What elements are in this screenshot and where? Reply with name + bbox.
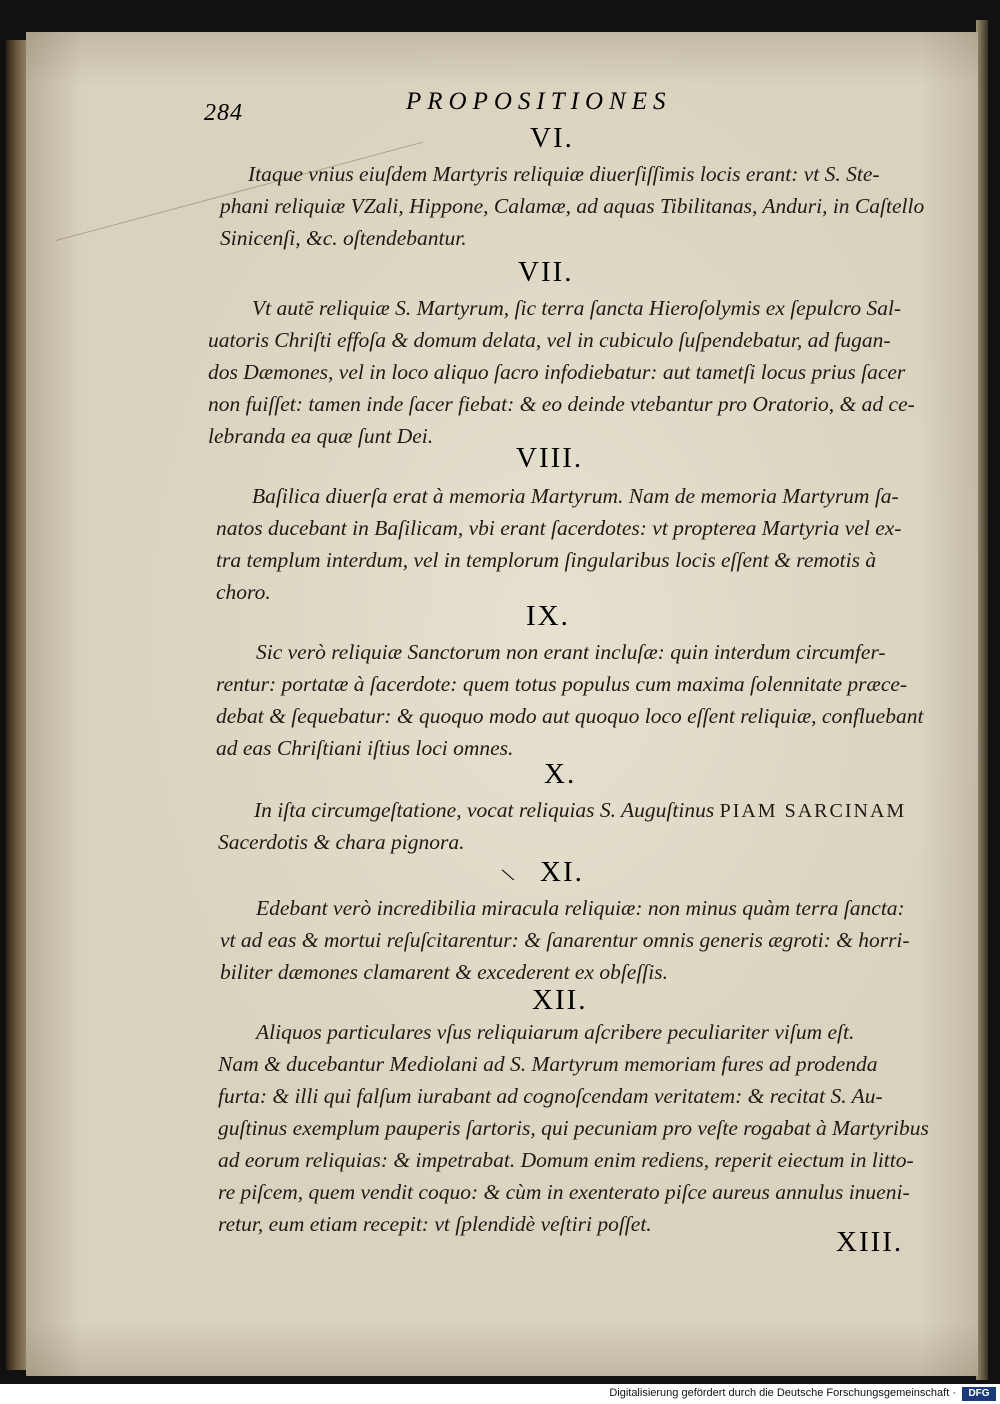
text-line: Sic verò reliquiæ Sanctorum non erant incluſæ: quin interdum circumfer- [256, 640, 886, 664]
text-line: biliter dæmones clamarent & excederent ex obſeſſis. [220, 960, 668, 984]
running-title: PROPOSITIONES [406, 88, 672, 115]
text-line: guſtinus exemplum pauperis ſartoris, qui pecuniam pro veſte rogabat à Martyribus [218, 1116, 929, 1140]
text-line: Itaque vnius eiuſdem Martyris reliquiæ diuerſiſſimis locis erant: vt S. Ste- [248, 162, 880, 186]
section-numeral-xii: XII. [532, 984, 588, 1016]
funding-credit: Digitalisierung gefördert durch die Deutsche Forschungsgemeinschaft · [609, 1387, 956, 1399]
section-numeral-ix: IX. [526, 600, 570, 632]
text-line: ad eorum reliquias: & impetrabat. Domum enim rediens, reperit eiectum in litto- [218, 1148, 914, 1172]
section-numeral-x: X. [544, 758, 577, 790]
text-line: uatoris Chriſti effoſa & domum delata, vel in cubiculo ſuſpendebatur, ad fugan- [208, 328, 891, 352]
text-line: Aliquos particulares vſus reliquiarum aſcribere peculiariter viſum eſt. [256, 1020, 855, 1044]
text-line: phani reliquiæ VZali, Hippone, Calamæ, ad aquas Tibilitanas, Anduri, in Caſtello [220, 194, 925, 218]
section-numeral-vii: VII. [518, 256, 574, 288]
digitization-footer [0, 1384, 1000, 1404]
text-line: Edebant verò incredibilia miracula reliquiæ: non minus quàm terra ſancta: [256, 896, 905, 920]
text-line-part: In iſta circumgeſtatione, vocat reliquias S. Auguſtinus [254, 798, 715, 822]
text-line: Nam & ducebantur Mediolani ad S. Martyrum memoriam fures ad prodenda [218, 1052, 878, 1076]
text-line [254, 798, 906, 823]
section-numeral-xi: XI. [540, 856, 584, 888]
text-line: choro. [216, 580, 271, 604]
text-line: ad eas Chriſtiani iſtius loci omnes. [216, 736, 514, 760]
text-line: tra templum interdum, vel in templorum ſingularibus locis eſſent & remotis à [216, 548, 877, 572]
text-line: furta: & illi qui falſum iurabant ad cognoſcendam veritatem: & recitat S. Au- [218, 1084, 883, 1108]
text-line: Baſilica diuerſa erat à memoria Martyrum. Nam de memoria Martyrum ſa- [252, 484, 899, 508]
text-line: re piſcem, quem vendit coquo: & cùm in exenterato piſce aureus annulus inueni- [218, 1180, 910, 1204]
text-line: lebranda ea quæ ſunt Dei. [208, 424, 434, 448]
text-line: Sinicenſi, &c. oſtendebantur. [220, 226, 467, 250]
text-line: non fuiſſet: tamen inde ſacer fiebat: & eo deinde vtebantur pro Oratorio, & ad ce- [208, 392, 915, 416]
text-line: vt ad eas & mortui reſuſcitarentur: & ſanarentur omnis generis ægroti: & horri- [220, 928, 910, 952]
smallcaps-phrase: PIAM SARCINAM [719, 800, 907, 822]
text-line: retur, eum etiam recepit: vt ſplendidè veſtiri poſſet. [218, 1212, 652, 1236]
section-numeral-viii: VIII. [516, 442, 584, 474]
text-line: natos ducebant in Baſilicam, vbi erant ſacerdotes: vt propterea Martyria vel ex- [216, 516, 902, 540]
text-line: dos Dæmones, vel in loco aliquo ſacro infodiebatur: aut tametſi locus prius ſacer [208, 360, 906, 384]
dfg-logo-icon[interactable]: DFG [962, 1387, 996, 1401]
catchword: XIII. [836, 1226, 904, 1258]
text-line: Sacerdotis & chara pignora. [218, 830, 465, 854]
text-line: rentur: portatæ à ſacerdote: quem totus populus cum maxima ſolennitate præce- [216, 672, 908, 696]
text-line: debat & ſequebatur: & quoquo modo aut quoquo loco eſſent reliquiæ, confluebant [216, 704, 924, 728]
stray-mark-icon: \ [498, 862, 517, 887]
text-line: Vt autē reliquiæ S. Martyrum, ſic terra ſancta Hieroſolymis ex ſepulcro Sal- [252, 296, 902, 320]
page-number: 284 [204, 100, 243, 126]
section-numeral-vi: VI. [530, 122, 574, 154]
